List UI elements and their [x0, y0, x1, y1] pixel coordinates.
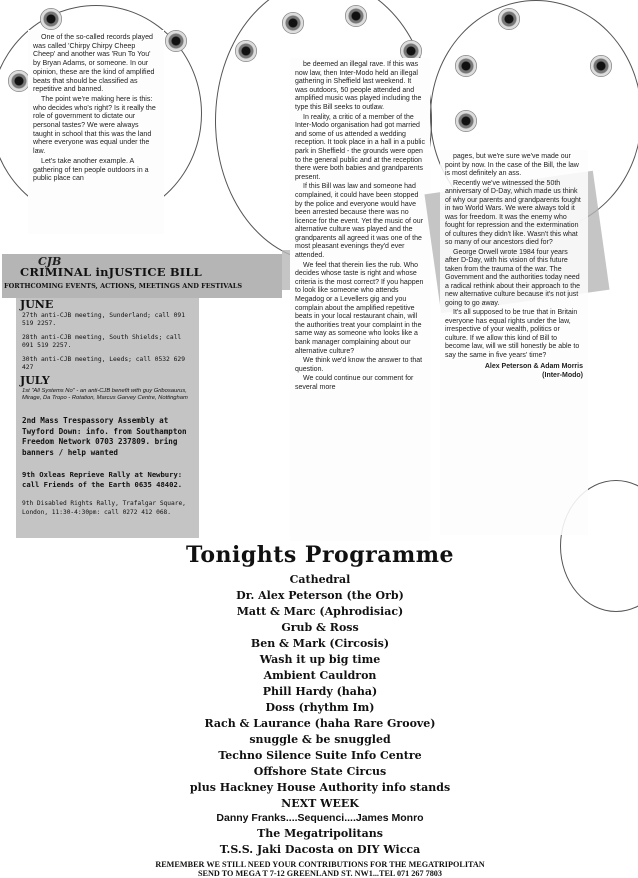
cjb-july-heading: JULY — [20, 374, 50, 387]
programme-item: Matt & Marc (Aphrodisiac) — [236, 605, 404, 618]
article-paragraph: If this Bill was law and someone had complained, it could have been stopped by the police and everyone would have been arrested because there was no licence for the event. Yet the music of our alternative culture was played and the grandparents all agreed it was one of the most pleasant evenings they'd ever attended. — [295, 183, 424, 260]
article-paragraph: We feel that therein lies the rub. Who decides whose taste is right and whose criteria is the most correct? If you happen to look like someone who attends Megadog or a Levellers gig and you complain about the amplified repetitive beats in your local restaurant chain, will the authorities treat your complaint in the same way as someone who looks like a bank manager complaining about our alternative culture? — [295, 261, 424, 355]
article-paragraph: George Orwell wrote 1984 four years after D-Day, with his vision of this future taken from the trauma of the war. The Government and the authorities today need a radical rethink about their approach to the new alternative culture because it's not just going to go away. — [445, 248, 581, 307]
programme-item: Grub & Ross — [281, 621, 359, 634]
footer-line: REMEMBER WE STILL NEED YOUR CONTRIBUTIONS FOR THE MEGATRIPOLITAN — [155, 860, 485, 869]
article-paragraph: We could continue our comment for several more — [295, 375, 414, 391]
cjb-event: 9th Oxleas Reprieve Rally at Newbury: call Friends of the Earth 0635 48402. — [22, 470, 183, 489]
footer-line: SEND TO MEGA T 7-12 GREENLAND ST. NW1...TEL 071 267 7803 — [197, 869, 442, 878]
doodle-eye-icon — [40, 8, 62, 30]
programme-item: Rach & Laurance (haha Rare Groove) — [204, 717, 436, 730]
article-paragraph: We think we'd know the answer to that question. — [295, 357, 423, 373]
programme-item: Offshore State Circus — [253, 765, 387, 778]
article-column-1 — [28, 30, 164, 234]
article-paragraph: be deemed an illegal rave. If this was now law, then Inter-Modo held an illegal gathering in Sheffield last weekend. It was outdoors, 50 people attended and amplified music was played including the type this Bill seeks to outlaw. — [295, 61, 422, 111]
programme-item: Ambient Cauldron — [263, 669, 377, 682]
next-week-item: T.S.S. Jaki Dacosta on DIY Wicca — [219, 843, 421, 856]
programme-item: Wash it up big time — [259, 653, 381, 666]
cjb-event: 2nd Mass Trespassory Assembly at Twyford Down: info. from Southampton Freedom Network 0703 237809. bring banners / help wanted — [22, 416, 187, 457]
programme-item: snuggle & be snuggled — [249, 733, 391, 746]
programme-item: Phill Hardy (haha) — [262, 685, 378, 698]
next-week-heading: NEXT WEEK — [281, 797, 359, 810]
doodle-eye-icon — [498, 8, 520, 30]
doodle-eye-icon — [455, 110, 477, 132]
doodle-eye-icon — [455, 55, 477, 77]
article-column-2 — [290, 58, 430, 541]
article-paragraph: The point we're making here is this: who decides who's right? Is it really the role of government to dictate our personal tastes? We were always taught in school that this was the land where everyone was equal under the law. — [33, 94, 156, 156]
programme-item: Dr. Alex Peterson (the Orb) — [236, 589, 404, 602]
cjb-event: 1st "All Systems No" - an anti-CJB benefit with guy Gribosaurus, Mirage, Da Tropo - Rotation, Marcus Garvey Centre, Nottingham — [22, 388, 188, 401]
article-paragraph: Recently we've witnessed the 50th anniversary of D-Day, which made us think of why our parents and grandparents fought in two World Wars. We were always told it was for freedom. It was the enemy who fought for repression and the extermination of cultures they didn't like. Wasn't this what so many of our ancestors died for? — [445, 179, 581, 246]
cjb-logo: CJB — [38, 255, 62, 268]
next-week-item: Danny Franks....Sequenci....James Monro — [216, 812, 424, 824]
programme-item: Cathedral — [289, 573, 351, 586]
cjb-event: 30th anti-CJB meeting, Leeds; call 0532 629 427 — [22, 356, 186, 371]
cjb-events-clipping — [2, 254, 282, 539]
cjb-subtitle: FORTHCOMING EVENTS, ACTIONS, MEETINGS AND FESTIVALS — [4, 282, 243, 290]
doodle-eye-icon — [8, 70, 30, 92]
programme-item: Doss (rhythm Im) — [265, 701, 375, 714]
doodle-eye-icon — [345, 5, 367, 27]
article-paragraph: In reality, a critic of a member of the Inter-Modo organisation had got married and some of us attended a wedding reception. It took place in a hall in a public park in Sheffield - the grounds were open to the general public and at the reception there were both babies and grandparents present. — [295, 113, 425, 181]
programme-item: Techno Silence Suite Info Centre — [218, 749, 422, 762]
programme-item: plus Hackney House Authority info stands — [189, 781, 451, 794]
programme-item: Ben & Mark (Circosis) — [250, 637, 390, 650]
doodle-eye-icon — [282, 12, 304, 34]
programme-title: Tonights Programme — [185, 542, 455, 568]
article-signature: Alex Peterson & Adam Morris (Inter-Modo) — [484, 363, 583, 379]
cjb-event: 27th anti-CJB meeting, Sunderland; call 091 519 2257. — [22, 312, 186, 327]
cjb-event: 9th Disabled Rights Rally, Trafalgar Square, London, 11:30-4:30pm: call 0272 412 068. — [22, 500, 186, 516]
article-paragraph: Let's take another example. A gathering of ten people outdoors in a public place can — [33, 156, 149, 183]
doodle-eye-icon — [165, 30, 187, 52]
cjb-title: CRIMINAL inJUSTICE BILL — [20, 265, 202, 279]
article-paragraph: One of the so-called records played was called 'Chirpy Chirpy Cheep Cheep' and another was 'Run To You' by Bryan Adams, or someone. In our opinion, these are the kind of amplified beats that should be classified as repetitive and banned. — [33, 33, 155, 94]
next-week-item: The Megatripolitans — [257, 827, 383, 840]
doodle-eye-icon — [235, 40, 257, 62]
article-column-3 — [440, 150, 588, 535]
cjb-june-heading: JUNE — [20, 298, 54, 311]
cjb-event: 28th anti-CJB meeting, South Shields; call 091 519 2257. — [22, 334, 182, 349]
doodle-eye-icon — [590, 55, 612, 77]
article-paragraph: It's all supposed to be true that in Britain everyone has equal rights under the law, irrespective of your wealth, politics or culture. If we allow this kind of Bill to become law, will we still honestly be able to say the same in five years' time? — [445, 309, 580, 359]
article-paragraph: pages, but we're sure we've made our point by now. In the case of the Bill, the law is most definitely an ass. — [445, 153, 579, 177]
